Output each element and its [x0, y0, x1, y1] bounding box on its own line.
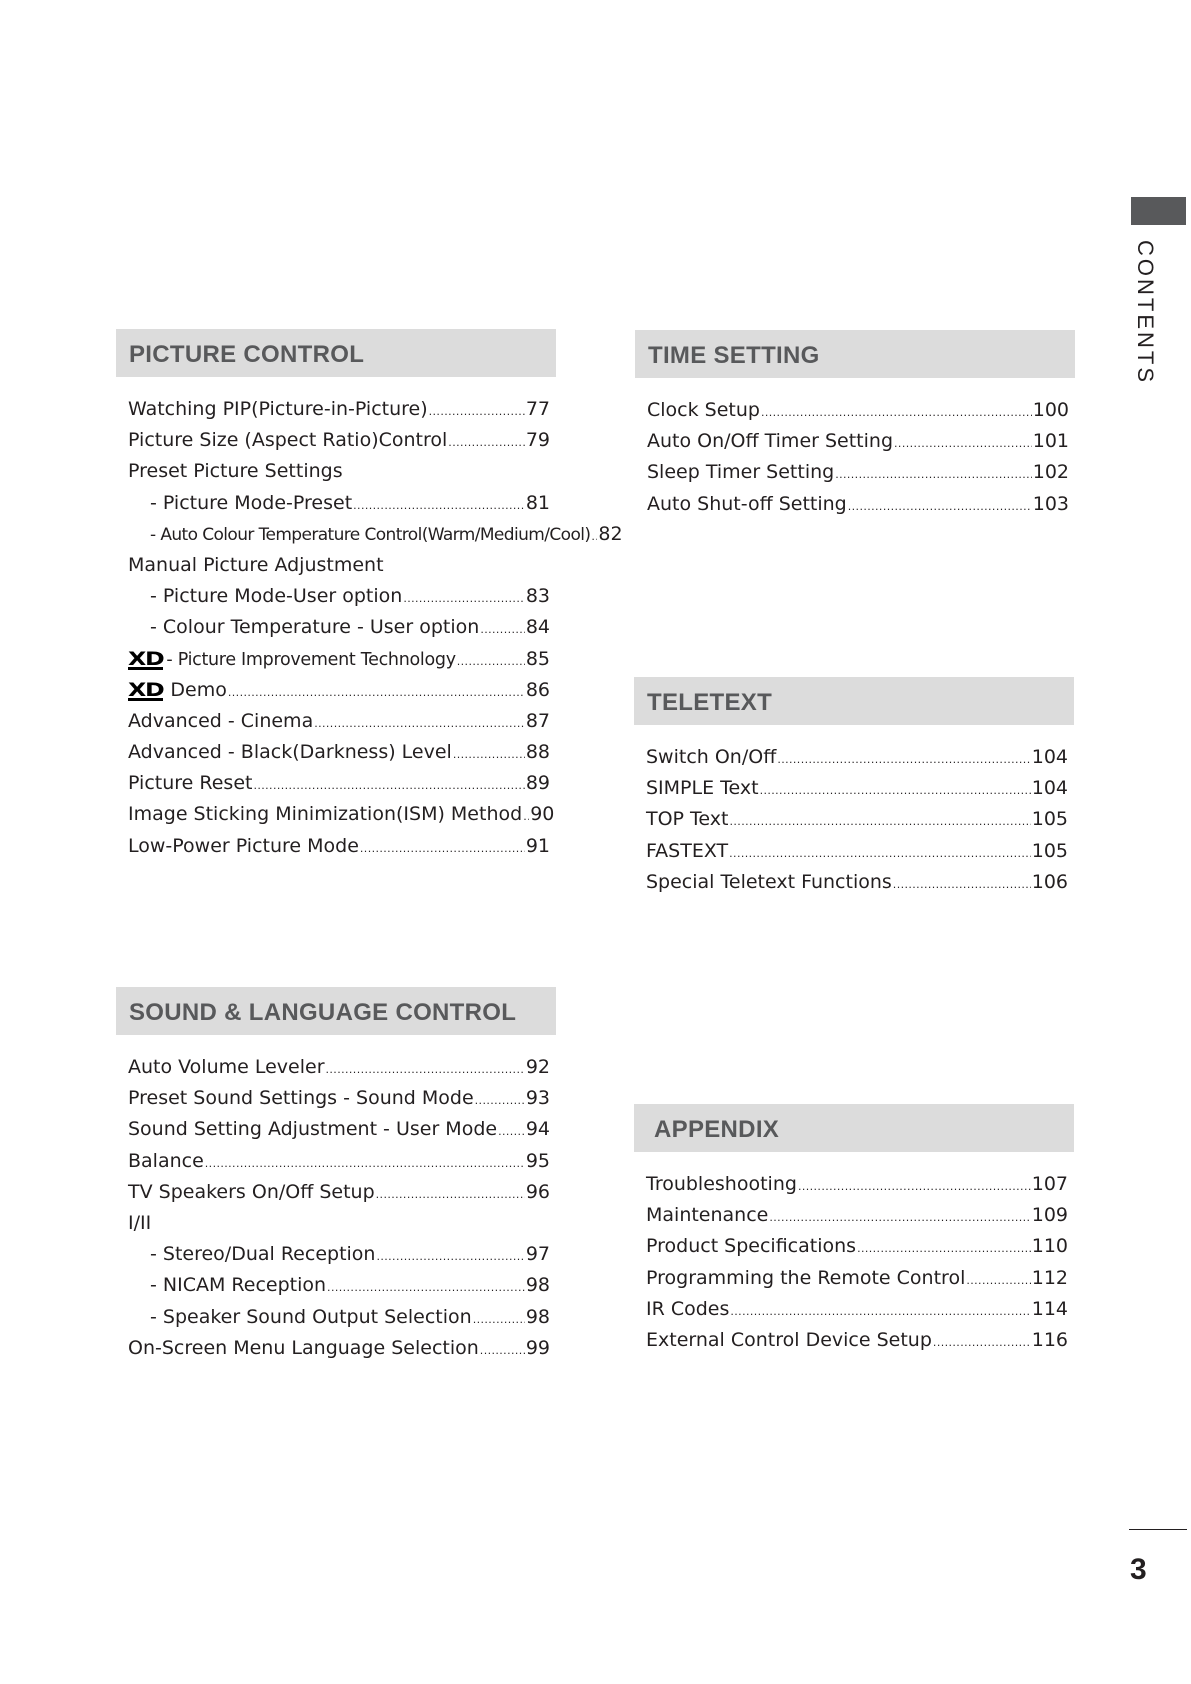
dot-leader	[523, 810, 529, 823]
toc-entry[interactable]	[128, 585, 550, 616]
dot-leader	[498, 1125, 525, 1138]
toc-entry[interactable]	[646, 1235, 1068, 1266]
toc-label: - Speaker Sound Output Selection	[150, 1305, 472, 1328]
toc-label: Picture Size (Aspect Ratio)Control	[128, 429, 448, 452]
toc-label: Image Sticking Minimization(ISM) Method	[128, 803, 523, 826]
toc-label: - Colour Temperature - User option	[150, 616, 480, 639]
toc-label: - Auto Colour Temperature Control(Warm/Medium/Cool)	[150, 524, 591, 545]
toc-entry[interactable]	[646, 746, 1068, 777]
dot-leader	[933, 1336, 1031, 1349]
toc-page: 92	[525, 1056, 550, 1078]
toc-page: 112	[1031, 1266, 1068, 1289]
dot-leader	[457, 655, 525, 668]
toc-entry[interactable]	[128, 1150, 550, 1181]
toc-page: 104	[1031, 777, 1068, 800]
toc-label: Watching PIP(Picture-in-Picture)	[128, 398, 428, 420]
toc-label: IR Codes	[646, 1297, 730, 1320]
toc-entry[interactable]	[128, 1087, 550, 1118]
toc-label: FASTEXT	[646, 839, 729, 862]
toc-label: Switch On/Off	[646, 746, 777, 768]
toc-entry[interactable]	[647, 430, 1069, 461]
toc-page: 102	[1032, 461, 1069, 484]
toc-entry[interactable]	[646, 1298, 1068, 1329]
toc-entry[interactable]	[646, 1173, 1068, 1204]
toc-label: SIMPLE Text	[646, 777, 759, 800]
toc-page: 97	[525, 1243, 550, 1266]
toc-label: - Picture Improvement Technology	[166, 649, 456, 670]
dot-leader	[353, 499, 525, 512]
toc-page: 103	[1032, 492, 1069, 515]
dot-leader	[730, 815, 1031, 828]
toc-label: Manual Picture Adjustment	[128, 553, 384, 576]
toc-page: 81	[525, 491, 550, 514]
toc-page: 107	[1031, 1173, 1068, 1195]
toc-page: 90	[530, 803, 555, 826]
toc-entry[interactable]	[128, 803, 555, 834]
dot-leader	[473, 1313, 525, 1326]
toc-page: 105	[1031, 839, 1068, 862]
section-time-setting	[635, 330, 1075, 524]
toc-label: - Stereo/Dual Reception	[150, 1243, 376, 1266]
toc-entry[interactable]	[128, 492, 550, 523]
dot-leader	[253, 779, 524, 792]
toc-page: 85	[525, 647, 550, 670]
toc-entry[interactable]	[646, 808, 1068, 839]
toc-entry[interactable]	[646, 1329, 1068, 1360]
toc-label: Special Teletext Functions	[646, 870, 892, 893]
toc-list	[635, 399, 1075, 524]
toc-page: 105	[1031, 808, 1068, 831]
toc-subheading	[128, 460, 550, 491]
dot-leader	[327, 1281, 525, 1294]
dot-leader	[835, 468, 1032, 481]
toc-entry[interactable]	[646, 1204, 1068, 1235]
dot-leader	[376, 1250, 524, 1263]
toc-entry[interactable]	[128, 710, 550, 741]
toc-label: - Picture Mode-User option	[150, 585, 403, 608]
toc-page: 87	[525, 709, 550, 732]
toc-label: Product Specifications	[646, 1235, 857, 1258]
xd-logo-icon: XD	[128, 647, 164, 670]
toc-label: Troubleshooting	[646, 1173, 797, 1195]
toc-page: 96	[525, 1180, 550, 1203]
dot-leader	[591, 530, 597, 543]
xd-logo-icon: XD	[128, 678, 164, 701]
toc-label: I/II	[128, 1211, 152, 1234]
toc-entry[interactable]	[646, 871, 1068, 902]
toc-label: Clock Setup	[647, 399, 760, 421]
section-picture-control	[116, 329, 623, 866]
toc-entry[interactable]	[128, 1181, 550, 1212]
side-tab-label: CONTENTS	[1133, 240, 1158, 385]
toc-list	[634, 746, 1074, 902]
dot-leader	[448, 436, 525, 449]
dot-leader	[314, 717, 525, 730]
toc-page: 106	[1031, 870, 1068, 893]
toc-entry[interactable]	[128, 398, 550, 429]
section-sound-language-control	[116, 987, 556, 1368]
dot-leader	[848, 500, 1032, 513]
toc-entry[interactable]	[128, 429, 550, 460]
toc-page: 89	[525, 772, 550, 795]
dot-leader	[760, 784, 1031, 797]
dot-leader	[376, 1188, 525, 1201]
toc-page: 79	[525, 429, 550, 452]
toc-list	[634, 1173, 1074, 1360]
dot-leader	[205, 1157, 525, 1170]
toc-entry[interactable]	[647, 461, 1069, 492]
section-appendix	[634, 1104, 1074, 1360]
toc-label: Sound Setting Adjustment - User Mode	[128, 1118, 498, 1141]
toc-entry[interactable]	[646, 1267, 1068, 1298]
dot-leader	[798, 1180, 1031, 1193]
dot-leader	[360, 842, 525, 855]
toc-label: Low-Power Picture Mode	[128, 834, 359, 857]
dot-leader	[326, 1063, 525, 1076]
toc-page: 98	[525, 1305, 550, 1328]
toc-page: 98	[525, 1274, 550, 1297]
toc-label: Sleep Timer Setting	[647, 461, 835, 484]
toc-entry[interactable]	[128, 1056, 550, 1087]
toc-label: Advanced - Cinema	[128, 709, 314, 732]
toc-label: Auto On/Off Timer Setting	[647, 430, 894, 453]
toc-label: - Picture Mode-Preset	[150, 491, 353, 514]
toc-entry[interactable]	[128, 1274, 550, 1305]
dot-leader	[966, 1274, 1030, 1287]
toc-entry[interactable]	[128, 1306, 550, 1337]
toc-page: 100	[1032, 399, 1069, 421]
toc-page: 82	[598, 522, 623, 545]
toc-entry[interactable]	[646, 777, 1068, 808]
dot-leader	[480, 1344, 525, 1357]
dot-leader	[729, 847, 1031, 860]
toc-entry[interactable]	[128, 522, 623, 554]
toc-label: Preset Picture Settings	[128, 460, 343, 483]
dot-leader	[429, 405, 525, 418]
dot-leader	[857, 1242, 1031, 1255]
dot-leader	[730, 1305, 1030, 1318]
section-teletext	[634, 677, 1074, 902]
toc-list	[116, 1056, 556, 1368]
toc-page: 114	[1031, 1297, 1068, 1320]
toc-list	[116, 398, 623, 866]
section-heading: TELETEXT	[634, 677, 1074, 725]
dot-leader	[893, 878, 1031, 891]
toc-page: 84	[525, 616, 550, 639]
dot-leader	[480, 623, 525, 636]
toc-label: Preset Sound Settings - Sound Mode	[128, 1087, 474, 1110]
section-heading: TIME SETTING	[635, 330, 1075, 378]
dot-leader	[403, 592, 524, 605]
toc-page: 95	[525, 1149, 550, 1172]
section-heading: SOUND & LANGUAGE CONTROL	[116, 987, 556, 1035]
toc-label: TOP Text	[646, 808, 729, 831]
toc-subheading	[128, 1212, 550, 1243]
toc-page: 83	[525, 585, 550, 608]
dot-leader	[761, 406, 1032, 419]
toc-label: External Control Device Setup	[646, 1328, 932, 1351]
toc-label: - NICAM Reception	[150, 1274, 327, 1297]
dot-leader	[894, 437, 1032, 450]
toc-page: 116	[1031, 1328, 1068, 1351]
toc-entry[interactable]	[646, 840, 1068, 871]
dot-leader	[777, 753, 1030, 766]
side-tab-marker	[1131, 197, 1186, 225]
toc-page: 93	[525, 1087, 550, 1110]
toc-page: 99	[525, 1336, 550, 1359]
toc-entry[interactable]	[128, 616, 550, 647]
toc-page: 101	[1032, 430, 1069, 453]
toc-entry[interactable]	[128, 679, 550, 710]
toc-page: 88	[525, 741, 550, 764]
toc-entry[interactable]	[128, 835, 550, 866]
toc-entry[interactable]	[128, 741, 550, 772]
dot-leader	[228, 686, 525, 699]
toc-page: 86	[525, 678, 550, 701]
toc-page: 109	[1031, 1204, 1068, 1227]
page-number-rule	[1129, 1529, 1187, 1530]
toc-entry[interactable]	[647, 493, 1069, 524]
toc-entry[interactable]	[128, 1118, 550, 1149]
toc-label: Auto Shut-off Setting	[647, 492, 847, 515]
toc-label: Balance	[128, 1149, 204, 1172]
toc-page: 104	[1031, 746, 1068, 768]
toc-page: 110	[1031, 1235, 1068, 1258]
toc-label: Maintenance	[646, 1204, 769, 1227]
toc-label: TV Speakers On/Off Setup	[128, 1180, 375, 1203]
toc-label: Auto Volume Leveler	[128, 1056, 325, 1078]
toc-label: Advanced - Black(Darkness) Level	[128, 741, 452, 764]
toc-entry[interactable]	[128, 1337, 550, 1368]
page-number: 3	[1130, 1553, 1147, 1586]
toc-entry[interactable]	[128, 1243, 550, 1274]
section-heading: PICTURE CONTROL	[116, 329, 556, 377]
toc-page: 91	[525, 834, 550, 857]
dot-leader	[475, 1094, 525, 1107]
toc-entry[interactable]	[647, 399, 1069, 430]
toc-entry[interactable]	[128, 648, 550, 679]
dot-leader	[769, 1211, 1030, 1224]
toc-page: 94	[525, 1118, 550, 1141]
toc-subheading	[128, 554, 550, 585]
toc-label: Demo	[170, 678, 227, 701]
toc-label: Programming the Remote Control	[646, 1266, 966, 1289]
section-heading: APPENDIX	[634, 1104, 1074, 1152]
toc-entry[interactable]	[128, 772, 550, 803]
toc-page: 77	[525, 398, 550, 420]
dot-leader	[453, 748, 525, 761]
toc-label: On-Screen Menu Language Selection	[128, 1336, 479, 1359]
toc-label: Picture Reset	[128, 772, 253, 795]
